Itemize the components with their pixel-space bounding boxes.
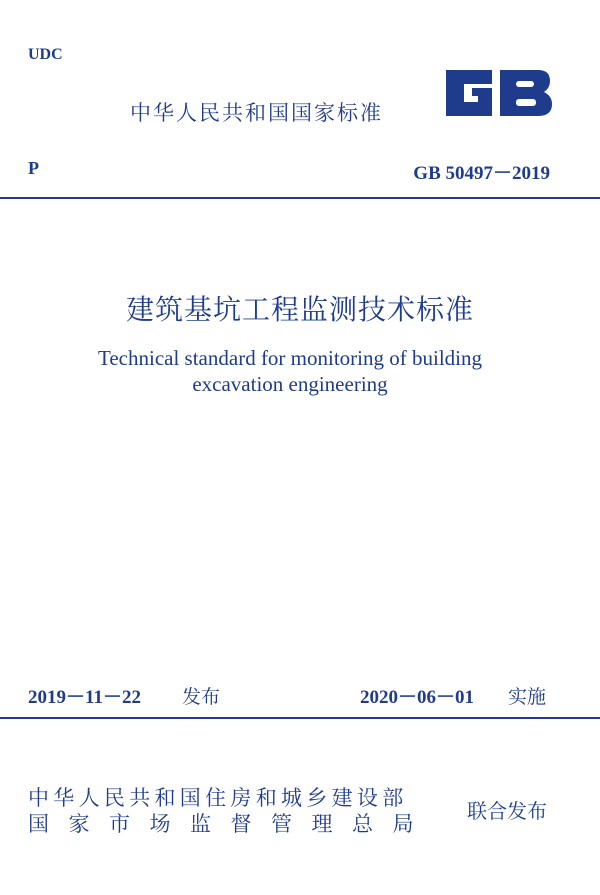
issue-date: 2019－11－22	[28, 687, 141, 708]
national-standard-heading: 中华人民共和国国家标准	[130, 101, 383, 125]
title-chinese: 建筑基坑工程监测技术标准	[125, 293, 474, 326]
joint-release-label: 联合发布	[467, 799, 547, 823]
bottom-divider	[0, 717, 600, 719]
gb-logo	[438, 62, 556, 124]
category-code: P	[28, 158, 39, 178]
title-english-line1: Technical standard for monitoring of building	[97, 346, 483, 370]
issue-label: 发布	[182, 686, 221, 708]
standard-code: GB 50497－2019	[413, 163, 550, 184]
gb-logo-graphic	[438, 62, 556, 124]
udc-label: UDC	[28, 46, 63, 63]
issuer-ministry: 中华人民共和国住房和城乡建设部	[28, 786, 408, 810]
top-divider	[0, 197, 600, 199]
implementation-date: 2020－06－01	[360, 687, 475, 708]
implementation-label: 实施	[508, 686, 547, 708]
title-english-line2: excavation engineering	[192, 372, 388, 396]
issuer-administration: 国家市场监督管理总局	[28, 812, 433, 836]
